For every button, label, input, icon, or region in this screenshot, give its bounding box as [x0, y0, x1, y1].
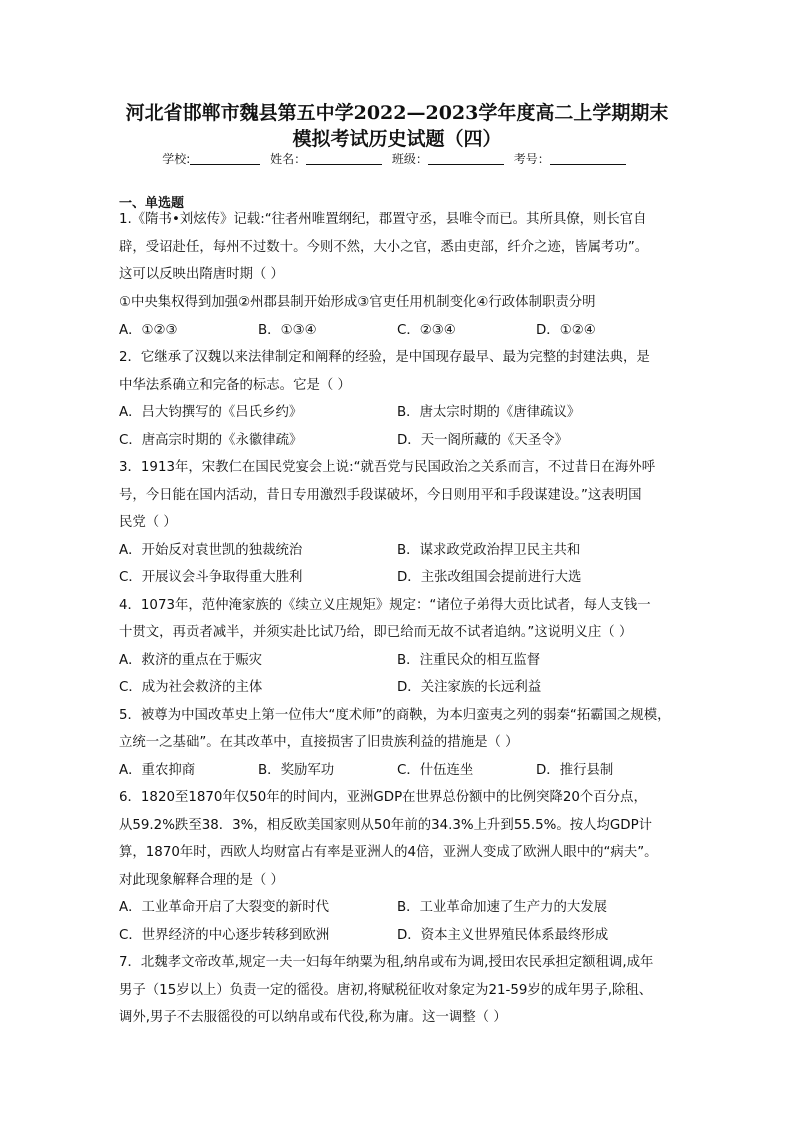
question-text: 从59.2%跌至38．3%，相反欧美国家则从50年前的34.3%上升到55.5%。按人均GDP计 [119, 818, 653, 833]
name-blank[interactable] [306, 152, 382, 165]
option-c[interactable]: C．世界经济的中心逐步转移到欧洲 [119, 928, 330, 943]
question-text: 调外,男子不去服徭役的可以纳帛或布代役,称为庸。这一调整（ ） [119, 1010, 507, 1025]
exam-no-label: 考号： [513, 152, 550, 166]
question-text: 对此现象解释合理的是（ ） [119, 873, 284, 888]
option-b[interactable]: B．奖励军功 [258, 763, 335, 778]
option-c[interactable]: C．成为社会救济的主体 [119, 680, 263, 695]
class-label: 班级： [391, 152, 428, 166]
question-text: 立统一之基础”。在其改革中，直接损害了旧贵族利益的措施是（ ） [119, 735, 519, 750]
option-a[interactable]: A．开始反对袁世凯的独裁统治 [119, 543, 303, 558]
option-c[interactable]: C．②③④ [397, 323, 456, 338]
option-b[interactable]: B．①③④ [258, 323, 317, 338]
option-d[interactable]: D．资本主义世界殖民体系最终形成 [397, 928, 609, 943]
option-c[interactable]: C．什伍连坐 [397, 763, 474, 778]
option-a[interactable]: A．工业革命开启了大裂变的新时代 [119, 900, 330, 915]
question-text: 5．被尊为中国改革史上第一位伟大“度术师”的商鞅，为本归蛮夷之列的弱秦“拓霸国之规模， [119, 708, 671, 723]
option-a[interactable]: A．救济的重点在于赈灾 [119, 653, 263, 668]
option-a[interactable]: A．重农抑商 [119, 763, 196, 778]
question-text: 1.《隋书•刘炫传》记载:“往者州唯置纲纪，郡置守丞，县唯令而已。其所具僚，则长官自 [119, 212, 647, 227]
question-text: 6．1820至1870年仅50年的时间内，亚洲GDP在世界总份额中的比例突降20个百分点， [119, 790, 647, 805]
option-d[interactable]: D．①②④ [536, 323, 596, 338]
question-text: 4．1073年，范仲淹家族的《续立义庄规矩》规定：“诸位子弟得大贡比试者，每人支钱一 [119, 598, 651, 613]
option-b[interactable]: B．谋求政党政治捍卫民主共和 [397, 543, 581, 558]
student-info-row [0, 150, 794, 167]
question-text: 7．北魏孝文帝改革,规定一夫一妇每年纳粟为租,纳帛或布为调,授田农民承担定额租调,成年 [119, 955, 654, 970]
question-text: 辟，受诏赴任，每州不过数十。今则不然，大小之官，悉由吏部，纤介之迹，皆属考功”。 [119, 240, 649, 255]
option-d[interactable]: D．主张改组国会提前进行大选 [397, 570, 582, 585]
option-d[interactable]: D．推行县制 [536, 763, 614, 778]
question-text: 2．它继承了汉魏以来法律制定和阐释的经验，是中国现存最早、最为完整的封建法典，是 [119, 350, 650, 365]
school-blank[interactable] [190, 152, 260, 165]
option-b[interactable]: B．工业革命加速了生产力的大发展 [397, 900, 608, 915]
option-a[interactable]: A．①②③ [119, 323, 178, 338]
question-statements: ①中央集权得到加强②州郡县制开始形成③官吏任用机制变化④行政体制职责分明 [119, 295, 596, 310]
question-text: 号，今日能在国内活动，昔日专用激烈手段谋破坏，今日则用平和手段谋建设。”这表明国 [119, 488, 642, 503]
option-b[interactable]: B．唐太宗时期的《唐律疏议》 [397, 405, 581, 420]
option-c[interactable]: C．开展议会斗争取得重大胜利 [119, 570, 303, 585]
exam-no-blank[interactable] [550, 152, 626, 165]
class-blank[interactable] [428, 152, 504, 165]
name-label: 姓名： [270, 152, 307, 166]
option-a[interactable]: A．吕大钧撰写的《吕氏乡约》 [119, 405, 303, 420]
exam-title-line-1: 河北省邯郸市魏县第五中学2022—2023学年度高二上学期期末 [125, 102, 669, 124]
school-label: 学校: [162, 152, 191, 166]
question-text: 算，1870年时，西欧人均财富占有率是亚洲人的4倍，亚洲人变成了欧洲人眼中的“病夫”。 [119, 845, 658, 860]
option-b[interactable]: B．注重民众的相互监督 [397, 653, 541, 668]
question-text: 这可以反映出隋唐时期（ ） [119, 267, 284, 282]
question-text: 民党（ ） [119, 515, 177, 530]
question-text: 3．1913年，宋教仁在国民党宴会上说:“就吾党与民国政治之关系而言，不过昔日在海外呼 [119, 460, 656, 475]
exam-title-line-2: 模拟考试历史试题（四） [292, 128, 502, 150]
question-text: 中华法系确立和完备的标志。它是（ ） [119, 378, 351, 393]
option-d[interactable]: D．天一阁所藏的《天圣令》 [397, 433, 568, 448]
option-c[interactable]: C．唐高宗时期的《永徽律疏》 [119, 433, 303, 448]
section-title: 一、单选题 [119, 196, 185, 211]
option-d[interactable]: D．关注家族的长远利益 [397, 680, 542, 695]
question-text: 男子（15岁以上）负责一定的徭役。唐初,将赋税征收对象定为21-59岁的成年男子,除租、 [119, 983, 653, 998]
question-text: 十贯文，再贡者减半，并须实赴比试乃给，即已给而无故不试者追纳。”这说明义庄（ ） [119, 625, 633, 640]
